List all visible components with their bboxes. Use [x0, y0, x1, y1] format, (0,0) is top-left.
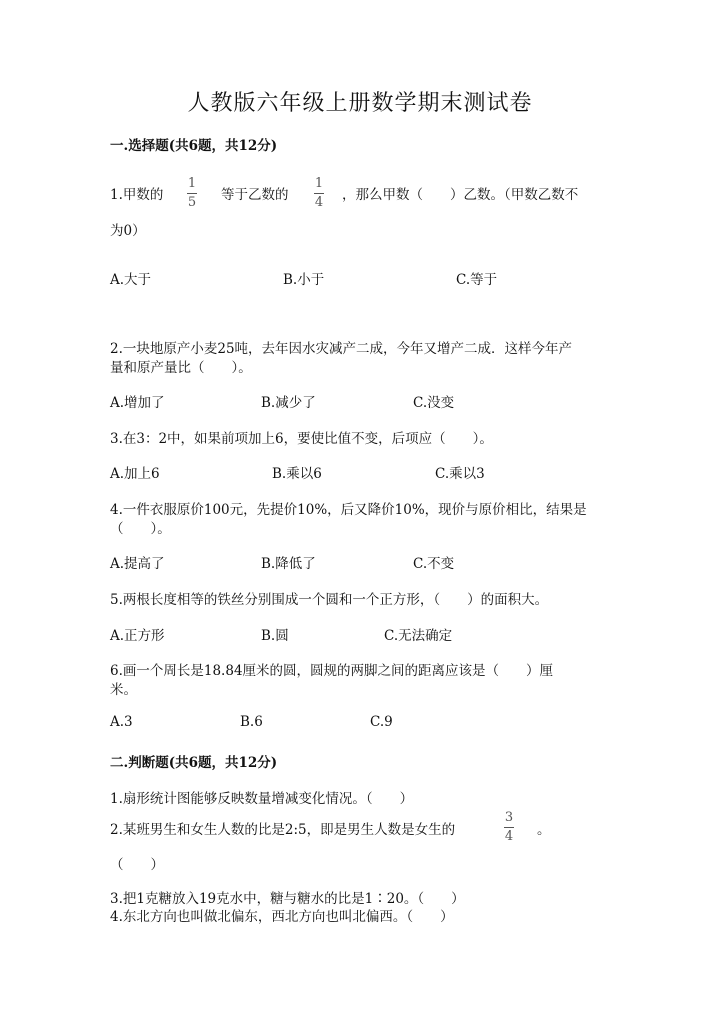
- option-c[interactable]: C.无法确定: [384, 628, 453, 644]
- fraction-denominator: 4: [504, 829, 514, 844]
- section-heading-judgement: 二.判断题(共6题，共12分): [110, 755, 278, 771]
- question-5-line1: 5.两根长度相等的铁丝分别围成一个圆和一个正方形，（ ）的面积大。: [110, 592, 549, 608]
- judgement-2-line2: （ ）: [110, 857, 164, 873]
- option-a[interactable]: A.大于: [110, 272, 152, 288]
- fraction-numerator: 1: [187, 176, 197, 191]
- page-title: 人教版六年级上册数学期末测试卷: [187, 91, 533, 116]
- option-b[interactable]: B.减少了: [261, 395, 316, 411]
- fraction-1-5: [187, 177, 197, 210]
- option-a[interactable]: A.加上6: [110, 466, 160, 482]
- option-b[interactable]: B.圆: [261, 628, 289, 644]
- option-c[interactable]: C.9: [370, 714, 393, 730]
- question-6-line1: 6.画一个周长是18.84厘米的圆，圆规的两脚之间的距离应该是（ ）厘: [110, 663, 554, 679]
- option-c[interactable]: C.等于: [456, 272, 498, 288]
- fraction-3-4: [504, 811, 514, 844]
- option-c[interactable]: C.乘以3: [435, 466, 485, 482]
- question-1-part2: 等于乙数的: [221, 187, 289, 203]
- fraction-1-4: [314, 177, 324, 210]
- option-a[interactable]: A.正方形: [110, 628, 165, 644]
- question-6-line2: 米。: [110, 682, 137, 698]
- option-b[interactable]: B.降低了: [261, 556, 316, 572]
- option-b[interactable]: B.乘以6: [272, 466, 322, 482]
- option-a[interactable]: A.增加了: [110, 395, 165, 411]
- judgement-3: 3.把1克糖放入19克水中，糖与糖水的比是1∶20。（ ）: [110, 891, 465, 907]
- question-1-part3: ，那么甲数（ ）乙数。（甲数乙数不: [342, 187, 579, 203]
- option-c[interactable]: C.不变: [413, 556, 455, 572]
- option-a[interactable]: A.3: [110, 714, 133, 730]
- question-3-line1: 3.在3：2中，如果前项加上6，要使比值不变，后项应（ ）。: [110, 431, 493, 447]
- judgement-2-part1: 2.某班男生和女生人数的比是2:5，即是男生人数是女生的: [110, 822, 456, 838]
- question-4-line1: 4.一件衣服原价100元，先提价10%，后又降价10%，现价与原价相比，结果是: [110, 502, 587, 518]
- option-b[interactable]: B.小于: [283, 272, 325, 288]
- question-1-line2: 为0）: [110, 223, 146, 239]
- question-1-part1: 1.甲数的: [110, 187, 164, 203]
- option-c[interactable]: C.没变: [413, 395, 455, 411]
- question-4-line2: （ ）。: [110, 521, 171, 537]
- judgement-4: 4.东北方向也叫做北偏东，西北方向也叫北偏西。（ ）: [110, 909, 454, 925]
- fraction-numerator: 1: [314, 176, 324, 191]
- option-b[interactable]: B.6: [240, 714, 263, 730]
- option-a[interactable]: A.提高了: [110, 556, 165, 572]
- section-heading-choice: 一.选择题(共6题，共12分): [110, 138, 278, 154]
- fraction-denominator: 4: [314, 195, 324, 210]
- question-2-line2: 量和原产量比（ ）。: [110, 360, 252, 376]
- judgement-2-part2: 。: [537, 822, 551, 838]
- judgement-1: 1.扇形统计图能够反映数量增减变化情况。（ ）: [110, 791, 414, 807]
- fraction-numerator: 3: [504, 810, 514, 825]
- question-2-line1: 2.一块地原产小麦25吨，去年因水灾减产二成，今年又增产二成．这样今年产: [110, 341, 573, 357]
- fraction-denominator: 5: [187, 195, 197, 210]
